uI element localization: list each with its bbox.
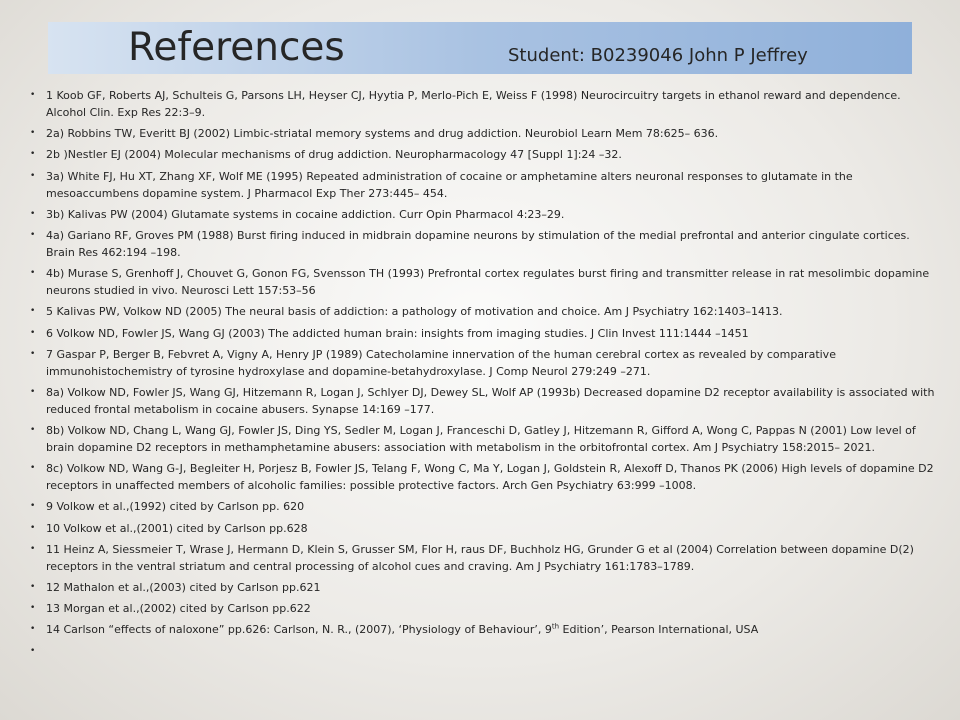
bullet: • <box>30 348 36 359</box>
superscript: th <box>551 622 560 631</box>
bullet: • <box>30 582 36 592</box>
reference-item <box>30 206 936 223</box>
reference-item <box>30 579 936 596</box>
reference-item-empty <box>30 643 936 660</box>
reference-text: 12 Mathalon et al.,(2003) cited by Carlson pp.621 <box>46 581 321 594</box>
reference-text: 4a) Gariano RF, Groves PM (1988) Burst firing induced in midbrain dopamine neurons by stimulation of the medial prefrontal and anterior cingulate cortices. Brain Res 462:194 –198. <box>46 228 910 259</box>
reference-text: 10 Volkow et al.,(2001) cited by Carlson pp.628 <box>46 521 308 535</box>
reference-item <box>30 227 936 261</box>
bullet: • <box>30 624 36 635</box>
reference-text: 3a) White FJ, Hu XT, Zhang XF, Wolf ME (1995) Repeated administration of cocaine or amphetamine alters neuronal responses to glutamate in the mesoaccumbens dopamine system. J Pharmacol Exp Ther 273:445– 454. <box>46 169 853 200</box>
bullet: • <box>30 543 36 554</box>
reference-text: 7 Gaspar P, Berger B, Febvret A, Vigny A, Henry JP (1989) Catecholamine innervation of the human cerebral cortex as revealed by comparative immunohistochemistry of tyrosine hydroxylase and dopamine-betahydroxylase. J Comp Neurol 279:249 –271. <box>46 347 836 378</box>
reference-text: 2b )Nestler EJ (2004) Molecular mechanisms of drug addiction. Neuropharmacology 47 [Suppl 1]:24 –32. <box>46 148 622 162</box>
reference-list <box>0 87 960 664</box>
reference-item <box>30 87 936 121</box>
reference-item <box>30 600 936 617</box>
reference-text: 13 Morgan et al.,(2002) cited by Carlson pp.622 <box>46 602 311 616</box>
reference-text: 9 Volkow et al.,(1992) cited by Carlson pp. 620 <box>46 500 305 514</box>
bullet: • <box>30 128 36 139</box>
reference-item <box>30 422 936 456</box>
bullet: • <box>30 327 36 338</box>
reference-item <box>30 265 936 299</box>
reference-text: 8b) Volkow ND, Chang L, Wang GJ, Fowler JS, Ding YS, Sedler M, Logan J, Franceschi D, Gatley J, Hitzemann R, Gifford A, Wong C, Pappas N (2001) Low level of brain dopamine D2 receptors in methamphetamine abusers: association with metabolism in the orbitofrontal cortex. Am J Psychiatry 158:2015– 2021. <box>46 424 916 455</box>
reference-text-part: 14 Carlson “effects of naloxone” pp.626: Carlson, N. R., (2007), ‘Physiology of Behaviour’, 9 <box>46 623 552 637</box>
reference-item <box>30 384 936 418</box>
bullet: • <box>30 425 36 436</box>
reference-item <box>30 541 936 575</box>
reference-text: 1 Koob GF, Roberts AJ, Schulteis G, Parsons LH, Heyser CJ, Hyytia P, Merlo-Pich E, Weiss F (1998) Neurocircuitry targets in ethanol reward and dependence. Alcohol Clin. Exp Res 22:3–9. <box>46 89 901 119</box>
reference-text: 2a) Robbins TW, Everitt BJ (2002) Limbic-striatal memory systems and drug addiction. Neurobiol Learn Mem 78:625– 636. <box>46 127 719 141</box>
reference-text: 8c) Volkow ND, Wang G-J, Begleiter H, Porjesz B, Fowler JS, Telang F, Wong C, Ma Y, Logan J, Goldstein R, Alexoff D, Thanos PK (2006) High levels of dopamine D2 receptors in unaffected members of alcoholic families: possible protective factors. Arch Gen Psychiatry 63:999 –1008. <box>46 462 934 493</box>
reference-item <box>30 346 936 380</box>
reference-item <box>30 303 936 320</box>
bullet: • <box>30 170 36 181</box>
bullet: • <box>30 149 36 160</box>
bullet: • <box>30 208 36 219</box>
bullet: • <box>30 229 36 240</box>
reference-item <box>30 125 936 142</box>
student-subtitle: Student: B0239046 John P Jeffrey <box>508 45 808 66</box>
reference-item <box>30 520 936 537</box>
reference-item <box>30 146 936 163</box>
page-title: References <box>128 25 345 70</box>
reference-item <box>30 325 936 342</box>
bullet: • <box>30 645 36 656</box>
reference-item <box>30 621 936 638</box>
reference-text: 3b) Kalivas PW (2004) Glutamate systems in cocaine addiction. Curr Opin Pharmacol 4:23–29. <box>46 207 565 221</box>
reference-item <box>30 168 936 202</box>
bullet: • <box>30 522 36 533</box>
reference-item <box>30 498 936 515</box>
bullet: • <box>30 386 36 397</box>
reference-text: 6 Volkow ND, Fowler JS, Wang GJ (2003) The addicted human brain: insights from imaging studies. J Clin Invest 111:1444 –1451 <box>46 326 749 340</box>
reference-text: 11 Heinz A, Siessmeier T, Wrase J, Hermann D, Klein S, Grusser SM, Flor H, raus DF, Buchholz HG, Grunder G et al (2004) Correlation between dopamine D(2) receptors in the ventral striatum and central processing of alcohol cues and craving. Am J Psychiatry 161:1783–1789. <box>46 542 914 573</box>
reference-text: 4b) Murase S, Grenhoff J, Chouvet G, Gonon FG, Svensson TH (1993) Prefrontal cortex regulates burst firing and transmitter release in rat mesolimbic dopamine neurons studied in vivo. Neurosci Lett 157:53–56 <box>46 267 930 298</box>
bullet: • <box>30 90 36 100</box>
reference-text: 5 Kalivas PW, Volkow ND (2005) The neural basis of addiction: a pathology of motivation and choice. Am J Psychiatry 162:1403–1413. <box>46 305 783 319</box>
bullet: • <box>30 268 36 279</box>
reference-text: 8a) Volkow ND, Fowler JS, Wang GJ, Hitzemann R, Logan J, Schlyer DJ, Dewey SL, Wolf AP (1993b) Decreased dopamine D2 receptor availability is associated with reduced frontal metabolism in cocaine abusers. Synapse 14:169 –177. <box>46 385 935 416</box>
bullet: • <box>30 463 36 474</box>
reference-text-part: Edition’, Pearson International, USA <box>559 623 759 637</box>
reference-item <box>30 460 936 494</box>
bullet: • <box>30 501 36 512</box>
bullet: • <box>30 306 36 317</box>
bullet: • <box>30 603 36 614</box>
